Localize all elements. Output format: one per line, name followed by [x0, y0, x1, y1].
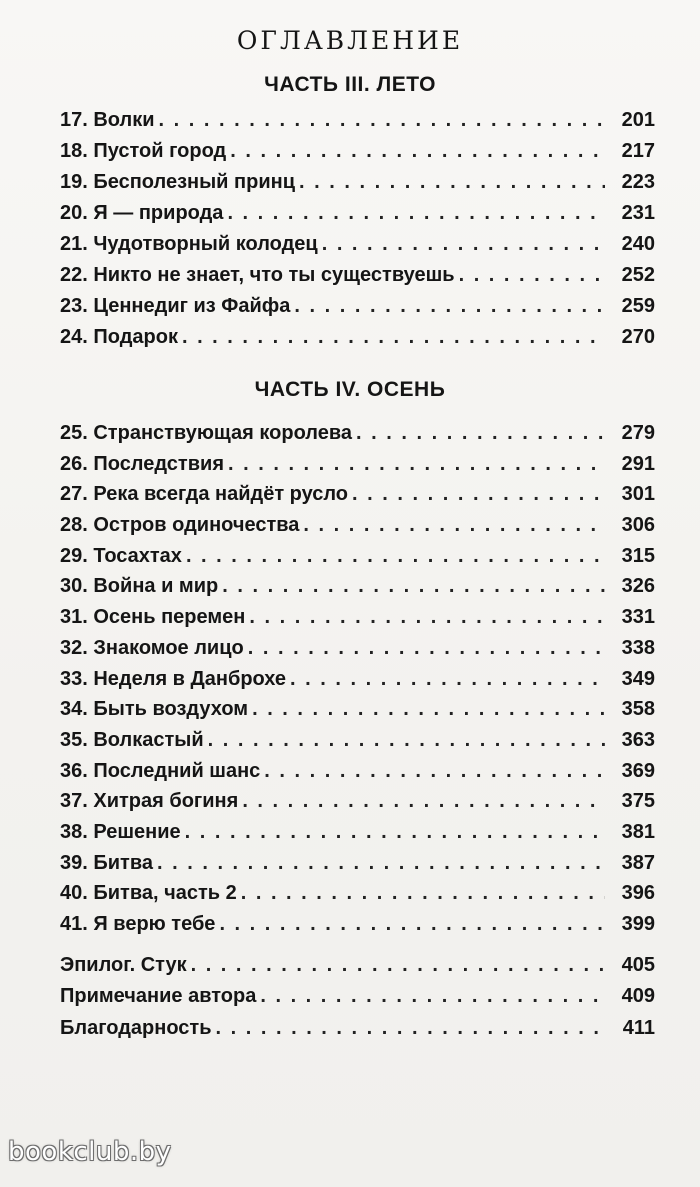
toc-entry-label: 28. Остров одиночества: [60, 514, 300, 537]
toc-entry-label: Благодарность: [60, 1016, 212, 1039]
toc-entry-page: 331: [621, 606, 655, 629]
toc-entry: [60, 198, 655, 229]
leader-dots: [352, 479, 605, 510]
toc-entry-page: 387: [621, 851, 655, 874]
toc-entry: [60, 449, 655, 480]
part-heading-autumn: ЧАСТЬ IV. ОСЕНЬ: [254, 378, 446, 401]
toc-entry: [60, 291, 655, 322]
leader-dots: [249, 602, 605, 633]
toc-entry-label: 39. Битва: [60, 851, 153, 874]
toc-entry: [60, 633, 655, 664]
toc-entry: [60, 664, 655, 695]
toc-entry-page: 411: [622, 1016, 655, 1039]
toc-entry: [60, 878, 655, 909]
leader-dots: [264, 756, 605, 787]
toc-entry-label: 22. Никто не знает, что ты существуешь: [60, 264, 455, 286]
toc-entry-label: 20. Я — природа: [60, 202, 224, 224]
toc-entry: [60, 541, 655, 572]
leader-dots: [294, 291, 605, 322]
leader-dots: [228, 449, 605, 480]
toc-entry-page: 375: [621, 790, 655, 813]
leader-dots: [260, 981, 605, 1012]
toc-entry-page: 306: [621, 514, 655, 537]
toc-entry-label: 36. Последний шанс: [60, 759, 261, 782]
toc-entry-label: 27. Река всегда найдёт русло: [60, 483, 349, 506]
toc-entry-label: 40. Битва, часть 2: [60, 882, 237, 905]
leader-dots: [248, 633, 605, 664]
toc-entry: [60, 510, 655, 541]
leader-dots: [159, 105, 605, 136]
leader-dots: [290, 664, 605, 695]
toc-entry-page: 405: [621, 954, 655, 976]
toc-entry-page: 396: [621, 882, 655, 905]
toc-entry-page: 315: [621, 544, 655, 567]
leader-dots: [242, 786, 605, 817]
toc-entry-label: 23. Ценнедиг из Файфа: [60, 295, 291, 317]
toc-entry-page: 338: [621, 636, 655, 659]
toc-entry: [60, 418, 655, 449]
leader-dots: [356, 418, 605, 449]
toc-entry: [60, 786, 655, 817]
leader-dots: [299, 167, 605, 198]
toc-entry-page: 358: [621, 698, 655, 721]
toc-list-part-4: [60, 418, 655, 940]
toc-entry: [60, 848, 655, 879]
toc-entry: [60, 817, 655, 848]
toc-list-part-3: [60, 105, 655, 353]
toc-entry-page: 270: [621, 326, 655, 348]
toc-entry-page: 279: [621, 422, 655, 444]
leader-dots: [230, 136, 605, 167]
leader-dots: [208, 725, 605, 756]
toc-entry: [60, 909, 655, 940]
toc-entry-page: 223: [621, 171, 655, 193]
toc-entry: [60, 322, 655, 353]
leader-dots: [222, 571, 605, 602]
toc-entry-label: 32. Знакомое лицо: [60, 636, 244, 659]
toc-entry-label: Эпилог. Стук: [60, 954, 187, 976]
toc-entry-label: 18. Пустой город: [60, 140, 227, 162]
toc-entry: [60, 756, 655, 787]
toc-entry-page: 409: [621, 985, 655, 1008]
leader-dots: [191, 950, 605, 981]
toc-entry-label: 26. Последствия: [60, 452, 224, 475]
toc-entry-label: 30. Война и мир: [60, 575, 219, 598]
toc-title: ОГЛАВЛЕНИЕ: [236, 26, 464, 55]
toc-entry-label: 41. Я верю тебе: [60, 913, 216, 935]
toc-entry-label: 38. Решение: [60, 820, 181, 843]
toc-entry-label: 19. Бесполезный принц: [60, 171, 295, 193]
toc-entry-page: 201: [621, 109, 655, 131]
leader-dots: [185, 817, 605, 848]
toc-entry: [60, 229, 655, 260]
toc-entry-page: 252: [621, 264, 655, 286]
toc-entry-page: 399: [621, 913, 655, 935]
toc-entry: [60, 479, 655, 510]
toc-entry-label: 21. Чудотворный колодец: [60, 233, 318, 255]
toc-entry: [60, 260, 655, 291]
site-watermark: bookclub.by: [8, 1137, 172, 1167]
leader-dots: [459, 260, 605, 291]
toc-entry: [60, 105, 655, 136]
toc-entry-page: 217: [621, 140, 655, 162]
toc-entry-label: 31. Осень перемен: [60, 606, 246, 629]
leader-dots: [182, 322, 605, 353]
toc-entry-page: 259: [621, 295, 655, 317]
toc-entry: [60, 725, 655, 756]
toc-entry-page: 240: [621, 233, 655, 255]
toc-entry-label: 29. Тосахтах: [60, 544, 182, 567]
toc-entry: [60, 950, 655, 981]
toc-list-back-matter: [60, 950, 655, 1044]
leader-dots: [241, 878, 605, 909]
leader-dots: [303, 510, 605, 541]
toc-entry: [60, 602, 655, 633]
leader-dots: [216, 1013, 605, 1044]
leader-dots: [252, 694, 605, 725]
toc-entry-page: 291: [621, 452, 655, 475]
toc-entry-page: 301: [621, 483, 655, 506]
part-heading-summer: ЧАСТЬ III. ЛЕТО: [264, 73, 436, 96]
toc-entry: [60, 167, 655, 198]
toc-entry-page: 369: [621, 759, 655, 782]
leader-dots: [157, 848, 605, 879]
toc-entry: [60, 694, 655, 725]
toc-entry: [60, 136, 655, 167]
toc-entry-label: Примечание автора: [60, 985, 257, 1008]
leader-dots: [219, 909, 605, 940]
toc-entry-label: 37. Хитрая богиня: [60, 790, 239, 813]
toc-entry: [60, 571, 655, 602]
leader-dots: [227, 198, 605, 229]
toc-entry-page: 381: [621, 820, 655, 843]
toc-entry: [60, 1013, 655, 1044]
toc-entry-page: 349: [621, 667, 655, 690]
toc-entry-label: 35. Волкастый: [60, 728, 204, 751]
toc-entry: [60, 981, 655, 1012]
toc-entry-label: 34. Быть воздухом: [60, 698, 249, 721]
toc-entry-page: 363: [621, 728, 655, 751]
leader-dots: [186, 541, 605, 572]
toc-entry-page: 231: [621, 202, 655, 224]
toc-entry-label: 33. Неделя в Данброхе: [60, 667, 287, 690]
toc-entry-label: 25. Странствующая королева: [60, 422, 353, 444]
toc-entry-label: 17. Волки: [60, 109, 155, 131]
leader-dots: [322, 229, 605, 260]
toc-entry-label: 24. Подарок: [60, 326, 178, 348]
toc-entry-page: 326: [621, 575, 655, 598]
